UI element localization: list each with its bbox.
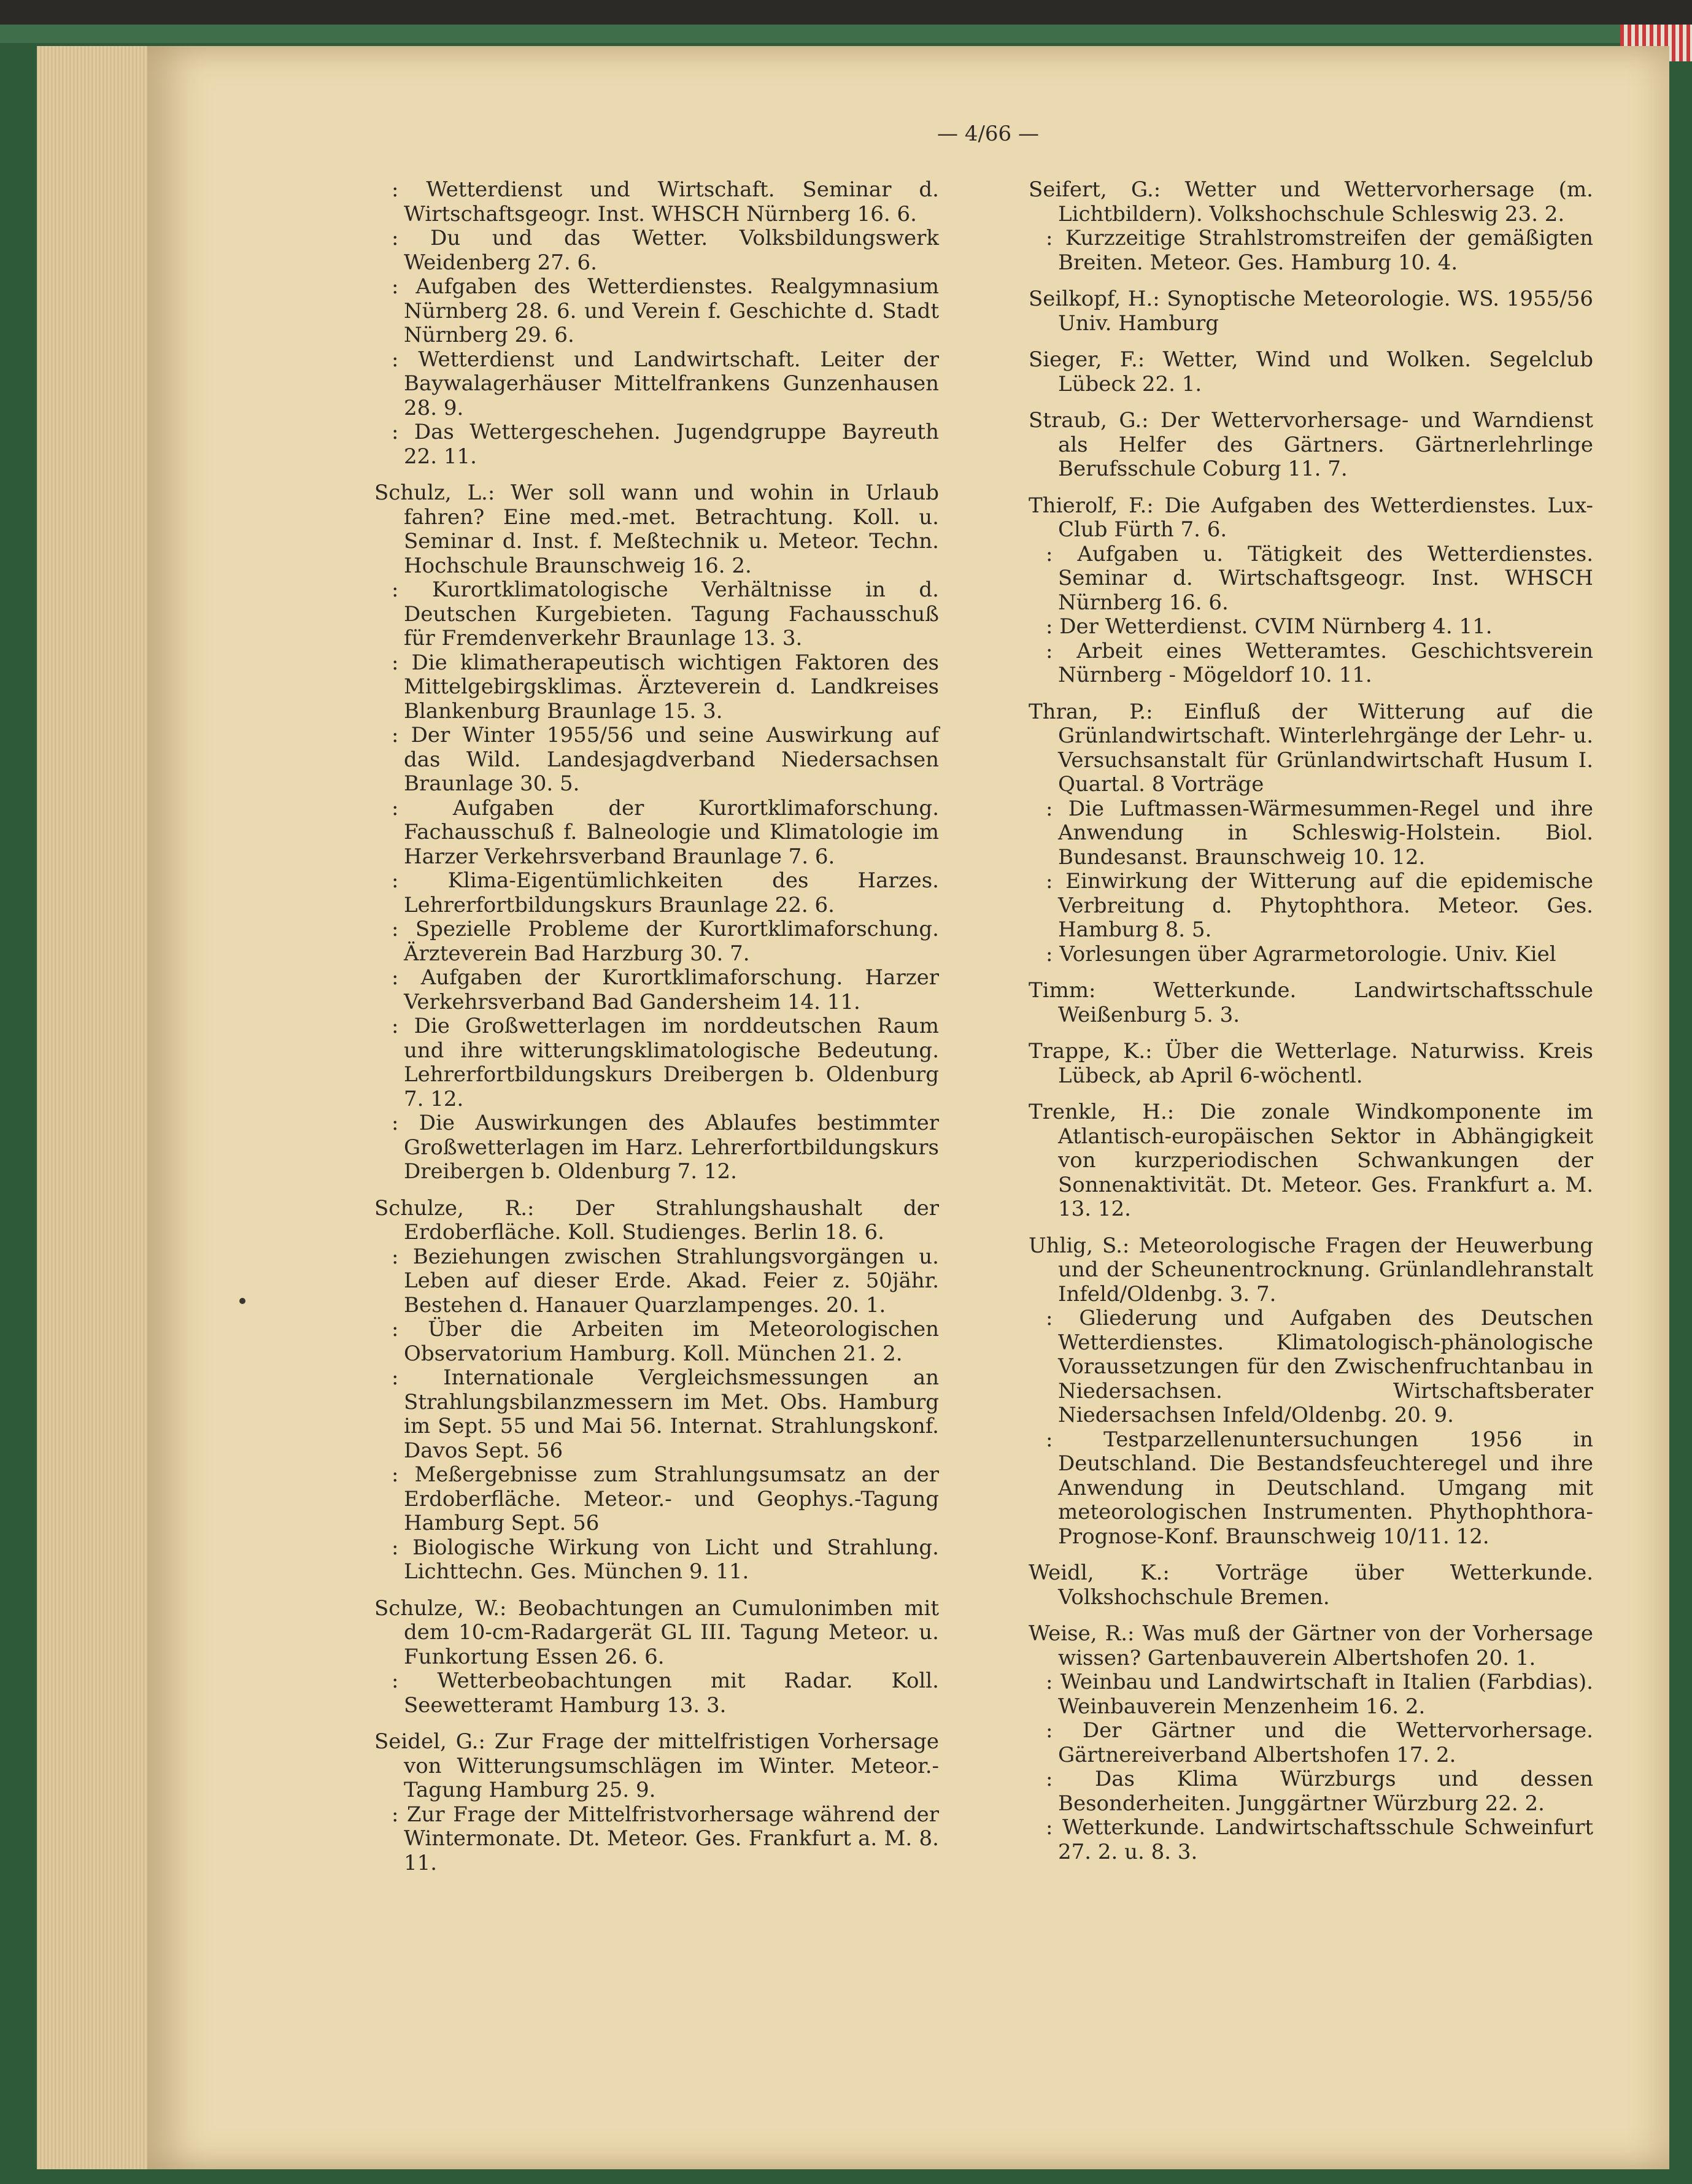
- entry-sub-text: : Arbeit eines Wetteramtes. Geschichtsverein Nürnberg - Mögeldorf 10. 11.: [1046, 638, 1593, 687]
- entry-sub-text: : Aufgaben der Kurortklimaforschung. Harzer Verkehrsverband Bad Gandersheim 14. 11.: [392, 965, 939, 1014]
- entry-sub-text: : Internationale Vergleichsmessungen an Strahlungsbilanzmessern im Met. Obs. Hamburg im Sept. 55 und Mai 56. Internat. Strahlungskonf. Davos Sept. 56: [392, 1365, 939, 1463]
- bibliography-entry: [1029, 1040, 1593, 1088]
- entry-sub-text: : Beziehungen zwischen Strahlungsvorgängen u. Leben auf dieser Erde. Akad. Feier z. 50jähr. Bestehen d. Hanauer Quarzlampenges. 20. 1.: [392, 1244, 939, 1318]
- entry-main-text: Thierolf, F.: Die Aufgaben des Wetterdienstes. Lux-Club Fürth 7. 6.: [1029, 493, 1593, 542]
- entry-main-text: Uhlig, S.: Meteorologische Fragen der Heuwerbung und der Scheunentrocknung. Grünlandlehranstalt Infeld/Oldenbg. 3. 7.: [1029, 1233, 1593, 1306]
- entry-main-text: Seilkopf, H.: Synoptische Meteorologie. WS. 1955/56 Univ. Hamburg: [1029, 287, 1593, 336]
- page-number: — 4/66 —: [937, 122, 1039, 146]
- bibliography-entry: [1029, 1100, 1593, 1222]
- entry-main-text: Seifert, G.: Wetter und Wettervorhersage (m. Lichtbildern). Volkshochschule Schleswig 23. 2.: [1029, 177, 1593, 226]
- entry-sub-text: : Das Wettergeschehen. Jugendgruppe Bayreuth 22. 11.: [392, 420, 939, 469]
- entry-sub-text: : Über die Arbeiten im Meteorologischen Observatorium Hamburg. Koll. München 21. 2.: [392, 1317, 939, 1366]
- entry-sub-text: : Vorlesungen über Agrarmetorologie. Univ. Kiel: [1046, 941, 1556, 967]
- entry-main-text: Sieger, F.: Wetter, Wind und Wolken. Segelclub Lübeck 22. 1.: [1029, 347, 1593, 396]
- entry-main-text: Schulz, L.: Wer soll wann und wohin in Urlaub fahren? Eine med.-met. Betrachtung. Koll. u. Seminar d. Inst. f. Meßtechnik u. Meteor. Techn. Hochschule Braunschweig 16. 2.: [374, 480, 939, 578]
- entry-sub-text: : Wetterdienst und Wirtschaft. Seminar d. Wirtschaftsgeogr. Inst. WHSCH Nürnberg 16. 6.: [392, 177, 939, 226]
- ink-speck: [239, 1298, 245, 1304]
- entry-main-text: Trappe, K.: Über die Wetterlage. Naturwiss. Kreis Lübeck, ab April 6-wöchentl.: [1029, 1039, 1593, 1088]
- entry-sub-text: : Weinbau und Landwirtschaft in Italien (Farbdias). Weinbauverein Menzenheim 16. 2.: [1046, 1670, 1593, 1719]
- entry-main-text: Thran, P.: Einfluß der Witterung auf die Grünlandwirtschaft. Winterlehrgänge der Lehr- u. Versuchsanstalt für Grünlandwirtschaft Husum I. Quartal. 8 Vorträge: [1029, 699, 1593, 797]
- entry-sub-text: : Aufgaben des Wetterdienstes. Realgymnasium Nürnberg 28. 6. und Verein f. Geschichte d. Stadt Nürnberg 29. 6.: [392, 274, 939, 347]
- book-cover-edge: [0, 25, 1692, 43]
- bibliography-entry: [1029, 494, 1593, 688]
- entry-sub-text: : Kurortklimatologische Verhältnisse in d. Deutschen Kurgebieten. Tagung Fachausschuß für Fremdenverkehr Braunlage 13. 3.: [392, 577, 939, 650]
- entry-sub-text: : Der Winter 1955/56 und seine Auswirkung auf das Wild. Landesjagdverband Niedersachsen Braunlage 30. 5.: [392, 723, 939, 796]
- entry-sub-text: : Der Gärtner und die Wettervorhersage. Gärtnereiverband Albertshofen 17. 2.: [1046, 1718, 1593, 1767]
- entry-main-text: Timm: Wetterkunde. Landwirtschaftsschule Weißenburg 5. 3.: [1029, 978, 1593, 1027]
- bibliography-entry: [1029, 409, 1593, 482]
- bibliography-entry: [1029, 1561, 1593, 1610]
- entry-main-text: Weise, R.: Was muß der Gärtner von der Vorhersage wissen? Gartenbauverein Albertshofen 20. 1.: [1029, 1621, 1593, 1670]
- entry-sub-text: : Spezielle Probleme der Kurortklimaforschung. Ärzteverein Bad Harzburg 30. 7.: [392, 917, 939, 966]
- entry-sub-text: : Du und das Wetter. Volksbildungswerk Weidenberg 27. 6.: [392, 226, 939, 275]
- entry-sub-text: : Aufgaben der Kurortklimaforschung. Fachausschuß f. Balneologie und Klimatologie im Harzer Verkehrsverband Braunlage 7. 6.: [392, 795, 939, 869]
- entry-sub-text: : Die Auswirkungen des Ablaufes bestimmter Großwetterlagen im Harz. Lehrerfortbildungskurs Dreibergen b. Oldenburg 7. 12.: [392, 1111, 939, 1184]
- entry-main-text: Schulze, W.: Beobachtungen an Cumulonimben mit dem 10-cm-Radargerät GL III. Tagung Meteor. u. Funkortung Essen 26. 6.: [374, 1596, 939, 1669]
- entry-sub-text: : Testparzellenuntersuchungen 1956 in Deutschland. Die Bestandsfeuchteregel und ihre Anwendung in Deutschland. Umgang mit meteorologischen Instrumenten. Phythophthora-Prognose-Konf. Braunschweig 10/11. 12.: [1046, 1427, 1593, 1549]
- entry-sub-text: : Wetterdienst und Landwirtschaft. Leiter der Baywalagerhäuser Mittelfrankens Gunzenhausen 28. 9.: [392, 347, 939, 420]
- bibliography-entry: [374, 1597, 939, 1718]
- entry-sub-text: : Der Wetterdienst. CVIM Nürnberg 4. 11.: [1046, 614, 1493, 639]
- bibliography-entry: [374, 1197, 939, 1584]
- bibliography-entry: [1029, 979, 1593, 1027]
- bibliography-entry: [1029, 1622, 1593, 1864]
- left-column: [374, 178, 939, 1888]
- bibliography-entry: [1029, 178, 1593, 275]
- entry-sub-text: : Zur Frage der Mittelfristvorhersage während der Wintermonate. Dt. Meteor. Ges. Frankfurt a. M. 8. 11.: [392, 1802, 939, 1875]
- entry-sub-text: : Klima-Eigentümlichkeiten des Harzes. Lehrerfortbildungskurs Braunlage 22. 6.: [392, 868, 939, 917]
- bibliography-entry: [1029, 348, 1593, 396]
- entry-main-text: Schulze, R.: Der Strahlungshaushalt der Erdoberfläche. Koll. Studienges. Berlin 18. 6.: [374, 1195, 939, 1244]
- right-column: [1029, 178, 1593, 1877]
- bibliography-entry: [374, 1730, 939, 1875]
- entry-sub-text: : Die klimatherapeutisch wichtigen Faktoren des Mittelgebirgsklimas. Ärzteverein d. Landkreises Blankenburg Braunlage 15. 3.: [392, 650, 939, 723]
- entry-main-text: Straub, G.: Der Wettervorhersage- und Warndienst als Helfer des Gärtners. Gärtnerlehrlinge Berufsschule Coburg 11. 7.: [1029, 408, 1593, 481]
- entry-sub-text: : Wetterkunde. Landwirtschaftsschule Schweinfurt 27. 2. u. 8. 3.: [1046, 1815, 1593, 1864]
- entry-sub-text: : Einwirkung der Witterung auf die epidemische Verbreitung d. Phytophthora. Meteor. Ges. Hamburg 8. 5.: [1046, 869, 1593, 942]
- bibliography-entry: [1029, 700, 1593, 967]
- page-edges: [37, 46, 147, 2169]
- entry-sub-text: : Meßergebnisse zum Strahlungsumsatz an der Erdoberfläche. Meteor.- und Geophys.-Tagung Hamburg Sept. 56: [392, 1462, 939, 1535]
- entry-sub-text: : Die Großwetterlagen im norddeutschen Raum und ihre witterungsklimatologische Bedeutung. Lehrerfortbildungskurs Dreibergen b. Oldenburg 7. 12.: [392, 1014, 939, 1111]
- entry-main-text: Weidl, K.: Vorträge über Wetterkunde. Volkshochschule Bremen.: [1029, 1561, 1593, 1610]
- entry-sub-text: : Die Luftmassen-Wärmesummen-Regel und ihre Anwendung in Schleswig-Holstein. Biol. Bundesanst. Braunschweig 10. 12.: [1046, 796, 1593, 870]
- bibliography-entry: [374, 178, 939, 469]
- bibliography-entry: [1029, 1234, 1593, 1549]
- entry-sub-text: : Biologische Wirkung von Licht und Strahlung. Lichttechn. Ges. München 9. 11.: [392, 1535, 939, 1584]
- entry-main-text: Seidel, G.: Zur Frage der mittelfristigen Vorhersage von Witterungsumschlägen im Winter. Meteor.-Tagung Hamburg 25. 9.: [374, 1729, 939, 1802]
- entry-main-text: Trenkle, H.: Die zonale Windkomponente im Atlantisch-europäischen Sektor in Abhängigkeit von kurzperiodischen Schwankungen der Sonnenaktivität. Dt. Meteor. Ges. Frankfurt a. M. 13. 12.: [1029, 1100, 1593, 1221]
- entry-sub-text: : Gliederung und Aufgaben des Deutschen Wetterdienstes. Klimatologisch-phänologische Voraussetzungen für den Zwischenfruchtanbau in Niedersachsen. Wirtschaftsberater Niedersachsen Infeld/Oldenbg. 20. 9.: [1046, 1306, 1593, 1427]
- entry-sub-text: : Kurzzeitige Strahlstromstreifen der gemäßigten Breiten. Meteor. Ges. Hamburg 10. 4.: [1046, 226, 1593, 275]
- entry-sub-text: : Aufgaben u. Tätigkeit des Wetterdienstes. Seminar d. Wirtschaftsgeogr. Inst. WHSCH Nürnberg 16. 6.: [1046, 541, 1593, 615]
- entry-sub-text: : Das Klima Würzburgs und dessen Besonderheiten. Junggärtner Würzburg 22. 2.: [1046, 1767, 1593, 1816]
- bibliography-entry: [1029, 287, 1593, 336]
- entry-sub-text: : Wetterbeobachtungen mit Radar. Koll. Seewetteramt Hamburg 13. 3.: [392, 1669, 939, 1718]
- bibliography-entry: [374, 481, 939, 1184]
